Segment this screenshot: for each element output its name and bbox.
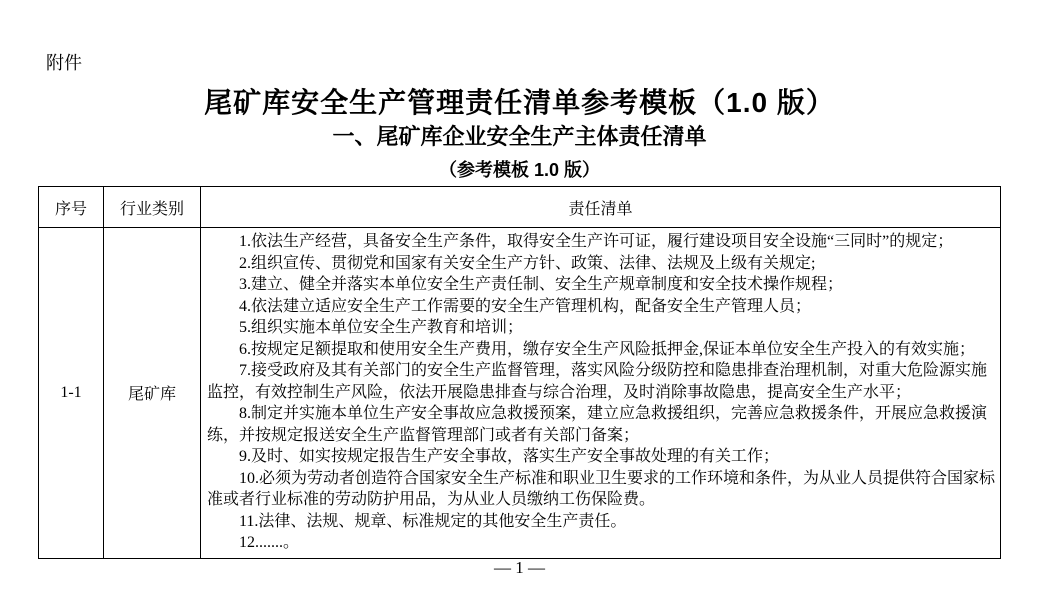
- version-subtitle: （参考模板 1.0 版）: [438, 160, 601, 180]
- responsibility-table: [38, 186, 1001, 559]
- duty-item: 10.必须为劳动者创造符合国家安全生产标准和职业卫生要求的工作环境和条件，为从业人员提供符合国家标准或者行业标准的劳动防护用品，为从业人员缴纳工伤保险费。: [207, 469, 996, 508]
- duty-item: 8.制定并实施本单位生产安全事故应急救援预案，建立应急救援组织，完善应急救援条件，开展应急救援演练，并按规定报送安全生产监督管理部门或者有关部门备案；: [207, 405, 988, 444]
- duty-item: 1.依法生产经营，具备安全生产条件，取得安全生产许可证，履行建设项目安全设施“三同时”的规定；: [239, 233, 954, 250]
- duty-item: 3.建立、健全并落实本单位安全生产责任制、安全生产规章制度和安全技术操作规程；: [239, 276, 844, 293]
- duty-item: 12.......。: [239, 534, 300, 551]
- header-cell-serial: 序号: [39, 187, 104, 228]
- section-title: 一、尾矿库企业安全生产主体责任清单: [332, 124, 707, 149]
- industry-cell: 尾矿库: [104, 228, 201, 559]
- serial-cell: 1-1: [39, 228, 104, 559]
- header-cell-duties: 责任清单: [201, 187, 1001, 228]
- duty-item: 6.按规定足额提取和使用安全生产费用，缴存安全生产风险抵押金,保证本单位安全生产投入的有效实施；: [239, 340, 976, 358]
- page-number: — 1 —: [494, 558, 545, 577]
- document-title: 尾矿库安全生产管理责任清单参考模板（1.0 版）: [204, 87, 835, 118]
- header-cell-industry: 行业类别: [104, 187, 201, 228]
- table-header-row: [39, 187, 1001, 228]
- duty-item: 9.及时、如实按规定报告生产安全事故，落实生产安全事故处理的有关工作；: [239, 448, 780, 465]
- duty-item: 11.法律、法规、规章、标准规定的其他安全生产责任。: [239, 512, 627, 530]
- duty-item: 7.接受政府及其有关部门的安全生产监督管理，落实风险分级防控和隐患排查治理机制，对重大危险源实施监控，有效控制生产风险，依法开展隐患排查与综合治理，及时消除事故隐患，提高安全生产水平；: [207, 362, 988, 401]
- duties-cell: [201, 228, 1001, 559]
- duty-item: 5.组织实施本单位安全生产教育和培训；: [239, 319, 524, 336]
- duty-item: 4.依法建立适应安全生产工作需要的安全生产管理机构，配备安全生产管理人员；: [239, 297, 812, 315]
- attachment-label: 附件: [46, 53, 82, 73]
- duty-item: 2.组织宣传、贯彻党和国家有关安全生产方针、政策、法律、法规及上级有关规定;: [239, 254, 816, 272]
- table-row: [39, 228, 1001, 559]
